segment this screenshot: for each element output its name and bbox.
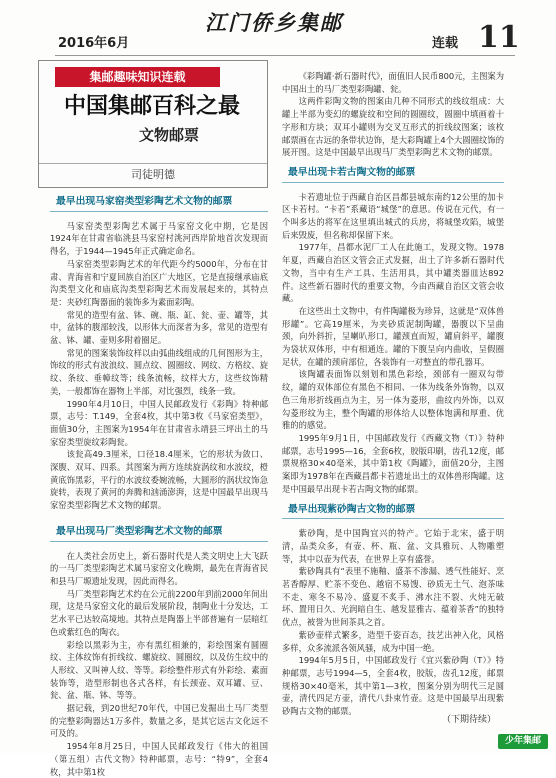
paragraph: 紫砂陶，是中国陶宜兴的特产。它始于北宋，盛于明清，品类众多，有壶、杯、瓶、盆、文具雅玩、人物雕塑等，其中以壶为代表，在世界上享有盛誉。 [282, 528, 504, 564]
title-box [38, 60, 268, 188]
article-subtitle: 文物邮票 [138, 126, 199, 144]
paragraph: 1990年4月10日，中国人民邮政发行《彩陶》特种邮票，志号：T.149，全套4枚，其中第3枚《马家窑类型》，面值30分，主图案为1954年在甘肃省永靖县三坪出土的马家窑类型旋纹彩陶瓮。 [50, 398, 268, 447]
section-heading: 最早出现马家窑类型彩陶艺术文物的邮票 [56, 196, 233, 207]
issue-date: 2016年6月 [58, 36, 130, 51]
publisher-stamp: 少年集邮 [498, 734, 548, 749]
section-heading: 最早出现卡若古陶文物的邮票 [288, 166, 416, 178]
paragraph: 彩绘以黑彩为主，亦有黑红相兼的，彩绘图案有圆圈纹、主体纹饰有折线纹、螺旋纹、圆圈纹，以及仿生纹中的人形纹、又叫神人纹、等等。彩绘整件形式有外彩绘、素面装饰等，造型形制也各式各样，有长颈壶、双耳罐、豆、瓮、盆、瓶、钵、等等。 [50, 639, 268, 701]
paragraph: 该陶罐表面饰以刻划和黑色彩绘，颈部有一圈双勾带纹，罐的双体部位有黑色不相同、一体为线条外饰物，以双色三角形折线画点为主，另一体为菱形，曲纹内外饰，以双勾菱形纹为主，整个陶罐的形体给人以整体饱满和厚重、优雅的的感觉。 [282, 369, 504, 431]
paragraph: 在人类社会历史上，新石器时代是人类文明史上大飞跃的一马厂类型彩陶艺术属马家窑文化晚期，最先在青海省民和县马厂塬遗址发现，因此而得名。 [50, 550, 268, 586]
paragraph: 常见的造型有盆、钵、碗、瓶、缸、瓮、壶、罐等，其中，盆钵的腹部较浅，以形体大而深者为多，常见的造型有盆、钵、罐、壶则多附着圈足。 [50, 309, 268, 346]
paragraph: 在这些出土文物中，有件陶罐极为珍异，这就是“双体兽形罐”。它高19厘米，为夹砂质泥制陶罐，器腹以下呈曲颈，向外斜折，呈喇叭形口，罐颈直而短，罐肩斜平，罐腹为袋状双体形，中有相通连。罐的下腹呈向内曲收，呈假圈足状，在罐的颈肩部位，各装饰有一对整直的带孔器耳。 [282, 305, 504, 367]
serial-label: 连载 [432, 36, 459, 51]
paragraph: 卡若遗址位于西藏自治区昌都县城东南约12公里的加卡区卡若村。“卡若”系藏语“城堡”的意思。传说在元代，有一个叫多达的将军在这里填出城式的兵房，将城堡攻陷，城堡后来毁废，但名称却保留下来。 [282, 191, 504, 240]
paragraph: 1994年5月5日，中国邮政发行《宜兴紫砂陶（T）》特种邮票，志号1994—5，全套4枚，胶版，齿孔12度，邮票规格30×40毫米，其中第1—3枚，图案分别为明代三足圆壶，清代四足方壶，清代八卦束竹壶。这是中国最早出现紫砂陶古文物的邮票。 [282, 655, 504, 717]
paragraph: 该瓮高49.3厘米，口径18.4厘米，它的形状为敛口、深腹、双耳、四系。其图案为两方连续旋涡纹和水波纹，橙黄底饰黑彩，平行的水波纹委婉流畅，大圆形的涡状纹饰急旋转，表现了黄河的奔腾和汹涌澎湃，这是中国最早出现马家窑类型彩陶艺术文物的邮票。 [50, 449, 268, 511]
paragraph: 1977年，昌都水泥厂工人在此施工，发现文物。1978年夏，西藏自治区文管会正式发掘，出土了许多新石器时代文物，当中有生产工具、生活用具，其中罐类器皿达892件。这些新石器时代的重要文物，今由西藏自治区文管会收藏。 [282, 242, 504, 304]
page-header [0, 0, 556, 55]
header-divider [55, 55, 515, 56]
paragraph: 《彩陶罐·新石器时代》，面值旧人民币800元，主图案为中国出土的马厂类型彩陶罐、瓮。 [282, 71, 504, 94]
magazine-brand: 江门侨乡集邮 [205, 10, 343, 35]
paragraph: 马厂类型彩陶艺术约在公元前2200年到前2000年间出现，这是马家窑文化的最后发展阶段，制陶业十分发达，工艺水平已达较高境地。其特点是陶器上半部普遍有一层暗红色或紫红色的陶衣。 [50, 588, 268, 637]
serial-number: 11 [478, 20, 520, 55]
article-author: 司徒明德 [131, 168, 175, 181]
section-heading: 最早出现紫砂陶古文物的邮票 [288, 503, 416, 515]
continued-note: （下期待续） [442, 715, 497, 725]
title-divider [39, 163, 267, 164]
paragraph: 1995年9月1日，中国邮政发行《西藏文物（T）》特种邮票，志号1995—16，全套6枚，胶版印刷，齿孔12度，邮票规格30×40毫米，其中第1枚《陶罐》，面值20分，主图案即为1978年在西藏昌都卡若遗址出土的双体兽形陶罐。这是中国最早出现卡若古陶文物的邮票。 [282, 432, 504, 494]
paragraph: 紫砂陶具有“表里不施釉、盛茶不渗漏、透气性能好、烹茗香醇厚、贮茶不变色、越宿不易馊、砂质无土气、泡茶味不走、寒冬不易冷、盛夏不炙手、沸水注不裂、火炖无破坏、置用日久、光润暗自生、越发显雅古、蕴着茶香”的独特优点，被誉为世间茶具之首。 [282, 566, 504, 628]
right-column [282, 70, 504, 718]
paragraph: 紫砂壶样式繁多，造型千姿百态，技艺出神入化，风格多样，众多流派各领风骚，成为中国一绝。 [282, 629, 504, 653]
article-title: 中国集邮百科之最 [63, 93, 240, 119]
paragraph: 1954年8月25日，中国人民邮政发行《伟大的祖国（第五组）古代文物》特种邮票，志号：“特9”，全套4枚，其中第1枚 [50, 741, 268, 777]
paragraph: 马家窑类型彩陶艺术属于马家窑文化中期，它是因1924年在甘肃省临洮县马家窑村洮河西岸阶地首次发现而得名，于1944—1945年正式确定命名。 [50, 220, 268, 257]
paragraph: 据记载，到20世纪70年代，中国已发掘出土马厂类型的完整彩陶器达1万多件，数量之多，是其它远古文化远不可及的。 [50, 703, 268, 739]
paragraph: 常见的图案装饰纹样以由弧曲线组成的几何图形为主，饰纹的形式有波浪纹、圆点纹、圆圈纹、网纹、方格纹、旋纹、条纹、垂幛纹等；线条流畅，纹样大方，这些纹饰精美，一般都饰在器物上半部，对比强烈，线条一致。 [50, 347, 268, 396]
left-column [50, 192, 268, 778]
paragraph: 这两件彩陶文物的图案由几种不同形式的线纹组成：大罐上半部为变幻的螺旋纹和空间的圆圈纹，圆圈中填画着十字形和方块；双耳小罐则为交叉互形式的折线纹图案；该枚邮票画在古远的条带状边饰，是大彩陶罐上4个大圆圈纹饰的展开图。这是中国最早出现马厂类型彩陶艺术文物的邮票。 [282, 96, 504, 158]
paragraph: 马家窑类型彩陶艺术的年代距今约5000年，分布在甘肃、青海省和宁夏回族自治区广大地区，它是直接继承庙底沟类型文化和庙底沟类型彩陶艺术而发展起来的，其特点是：夹砂红陶器面的装饰多为素面彩陶。 [50, 258, 268, 307]
series-banner: 集邮趣味知识连载 [55, 67, 220, 87]
section-heading: 最早出现马厂类型彩陶艺术文物的邮票 [56, 525, 223, 537]
